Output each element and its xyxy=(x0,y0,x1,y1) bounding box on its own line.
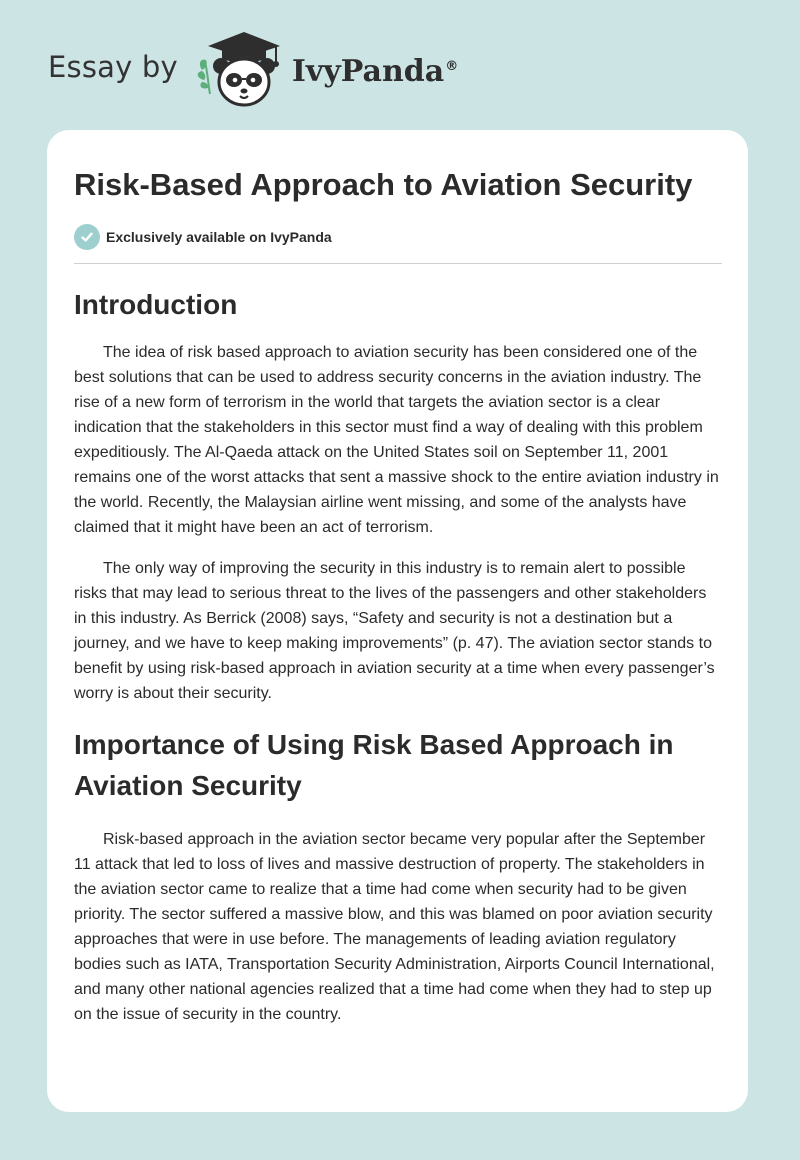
brand-prefix: Essay by xyxy=(48,50,178,84)
registered-mark: ® xyxy=(445,58,459,74)
exclusive-label: Exclusively available on IvyPanda xyxy=(106,229,332,245)
paragraph: The only way of improving the security in this industry is to remain alert to possible risks that may lead to serious threat to the lives of the passengers and other stakeholders in this industry. As Berrick (2008) says, “Safety and security is not a destination but a journey, and we have to keep making improvements” (p. 47). The aviation sector stands to benefit by using risk-based approach in aviation security at a time when every passenger’s worry is about their security. xyxy=(74,560,715,702)
essay-card xyxy=(47,130,748,1112)
paragraph: Risk-based approach in the aviation sector became very popular after the September 11 attack that led to loss of lives and massive destruction of property. The stakeholders in the aviation sector came to realize that a time had come when security had to be given priority. The sector suffered a massive blow, and this was blamed on poor aviation security approaches that were in use before. The managements of leading aviation regulatory bodies such as IATA, Transportation Security Administration, Airports Council International, and many other national agencies realized that a time had come when they had to step up on the issue of security in the country. xyxy=(74,831,715,1023)
section-heading-introduction: Introduction xyxy=(74,289,238,320)
exclusive-badge xyxy=(74,224,722,250)
section-heading-importance: Importance of Using Risk Based Approach in Aviation Security xyxy=(74,729,674,801)
divider xyxy=(74,263,722,264)
brand-name: IvyPanda® xyxy=(291,53,459,89)
brand-header xyxy=(48,30,458,110)
essay-title: Risk-Based Approach to Aviation Security xyxy=(74,167,693,202)
check-circle-icon xyxy=(74,224,100,250)
paragraph: The idea of risk based approach to aviation security has been considered one of the best solutions that can be used to address security concerns in the aviation industry. The rise of a new form of terrorism in the world that targets the aviation sector is a clear indication that the stakeholders in this sector must find a way of dealing with this problem expeditiously. The Al-Qaeda attack on the United States soil on September 11, 2001 remains one of the worst attacks that sent a massive shock to the entire aviation industry in the world. Recently, the Malaysian airline went missing, and some of the analysts have claimed that it might have been an act of terrorism. xyxy=(74,344,719,536)
panda-graduate-icon xyxy=(192,30,288,110)
